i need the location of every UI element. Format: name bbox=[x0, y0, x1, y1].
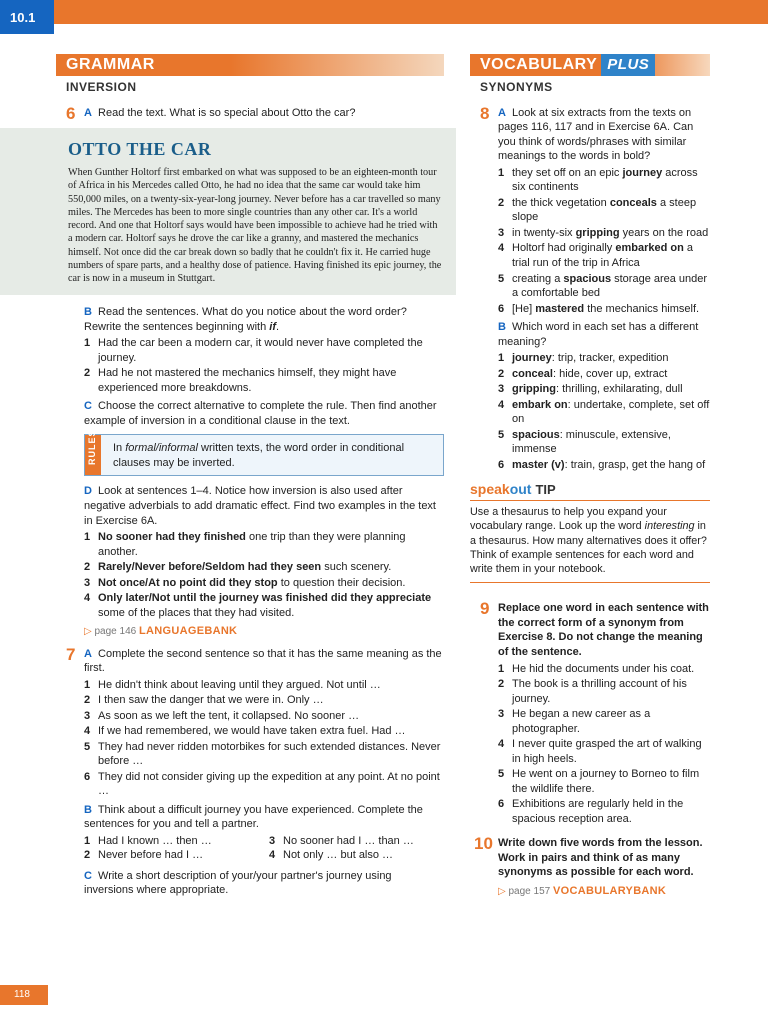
item-text: They did not consider giving up the expedition at any point. At no point … bbox=[98, 770, 440, 798]
item-text-end: a trial run of the trip in Africa bbox=[512, 242, 693, 269]
text-title: OTTO THE CAR bbox=[68, 139, 212, 160]
rules-text-end: written texts, the word order in conditional clauses may be inverted. bbox=[113, 442, 405, 469]
item-text-end: years on the road bbox=[619, 226, 709, 239]
item-number: 6 bbox=[498, 798, 505, 811]
exercise-letter: C bbox=[84, 869, 92, 882]
exercise-letter: B bbox=[498, 321, 506, 334]
exercise-7a-list bbox=[84, 678, 444, 799]
instruction-text: Write down five words from the lesson. Work in pairs and think of as many synonyms as possible for each word. bbox=[498, 837, 703, 879]
bank-name: LANGUAGEBANK bbox=[138, 625, 238, 638]
item-number: 3 bbox=[84, 709, 91, 722]
exercise-6d bbox=[84, 484, 444, 528]
list-item bbox=[84, 834, 259, 849]
list-item bbox=[84, 560, 444, 575]
grammar-column bbox=[56, 54, 444, 900]
tip-emphasis: interesting bbox=[644, 520, 695, 533]
item-bold: Not once/At no point did they stop bbox=[98, 576, 278, 589]
grammar-heading: GRAMMAR bbox=[56, 54, 444, 76]
item-number: 5 bbox=[498, 272, 505, 285]
triangle-arrow-icon: ▷ bbox=[498, 885, 506, 897]
item-number: 1 bbox=[498, 662, 505, 675]
list-item bbox=[84, 678, 444, 693]
exercise-6b bbox=[84, 305, 444, 334]
item-text-end: : hide, cover up, extract bbox=[552, 367, 668, 380]
exercise-6d-list bbox=[84, 530, 444, 620]
item-bold: journey bbox=[512, 352, 552, 365]
item-bold: No sooner had they finished bbox=[98, 531, 246, 544]
list-item bbox=[498, 226, 710, 241]
list-item bbox=[498, 241, 710, 270]
exercise-number: 10 bbox=[474, 834, 493, 854]
item-text: creating a bbox=[512, 272, 564, 285]
item-number: 4 bbox=[84, 592, 91, 605]
item-bold: mastered bbox=[535, 302, 585, 315]
item-number: 3 bbox=[498, 708, 505, 721]
item-bold: Rarely/Never before/Seldom had they seen bbox=[98, 561, 322, 574]
exercise-letter: D bbox=[84, 485, 92, 498]
list-item bbox=[498, 677, 710, 706]
plus-badge: PLUS bbox=[601, 54, 655, 76]
exercise-7c bbox=[84, 869, 444, 898]
reading-text-box bbox=[0, 128, 456, 295]
item-number: 1 bbox=[84, 337, 91, 350]
item-number: 2 bbox=[498, 367, 505, 380]
item-number: 6 bbox=[498, 302, 505, 315]
item-text: they set off on an epic bbox=[512, 166, 623, 179]
list-item bbox=[84, 336, 444, 365]
top-bar bbox=[0, 0, 768, 24]
list-item bbox=[498, 196, 710, 225]
exercise-9-list bbox=[498, 662, 710, 827]
item-bold: gripping bbox=[575, 226, 620, 239]
item-text: some of the places that they had visited. bbox=[98, 606, 295, 619]
tip-text-end: in a thesaurus. How many alternatives does it offer? Think of example sentences for each word and write them in your notebook. bbox=[470, 520, 707, 576]
exercise-7b-list bbox=[84, 834, 444, 863]
item-bold: embark on bbox=[512, 398, 568, 411]
instruction-end: . bbox=[276, 320, 280, 333]
list-item bbox=[269, 848, 444, 863]
item-text-end: a steep slope bbox=[512, 196, 697, 224]
exercise-number: 6 bbox=[66, 103, 76, 123]
item-number: 4 bbox=[498, 242, 505, 255]
item-number: 3 bbox=[498, 226, 505, 239]
list-item bbox=[498, 382, 710, 397]
item-text-end: : thrilling, exhilarating, dull bbox=[556, 383, 683, 396]
item-number: 5 bbox=[498, 428, 505, 441]
list-item bbox=[498, 367, 710, 382]
list-item bbox=[84, 770, 444, 799]
tip-label: TIP bbox=[535, 482, 556, 498]
exercise-letter: B bbox=[84, 306, 92, 319]
instruction-text: Replace one word in each sentence with the correct form of a synonym from Exercise 8. Do not change the meaning of the sentence. bbox=[498, 602, 709, 658]
item-number: 3 bbox=[84, 576, 91, 589]
item-text: He went on a journey to Borneo to film the wildlife there. bbox=[512, 768, 700, 795]
instruction-text: Look at sentences 1–4. Notice how inversion is also used after negative adverbials to add dramatic effect. Find two examples in the text in Exercise 6A. bbox=[84, 485, 436, 527]
item-text: As soon as we left the tent, it collapsed. No sooner … bbox=[98, 709, 360, 722]
item-number: 5 bbox=[498, 768, 505, 781]
exercise-letter: A bbox=[498, 106, 506, 119]
bank-page: page 146 bbox=[94, 626, 137, 638]
item-number: 2 bbox=[84, 694, 91, 707]
exercise-8a bbox=[480, 103, 710, 164]
item-number: 2 bbox=[84, 849, 91, 862]
item-text-end: storage area under a comfortable bed bbox=[512, 272, 708, 300]
item-number: 1 bbox=[498, 166, 505, 179]
item-text: such scenery. bbox=[321, 561, 392, 574]
item-text: Had the car been a modern car, it would never have completed the journey. bbox=[98, 337, 423, 364]
list-item bbox=[84, 366, 444, 395]
list-item bbox=[84, 530, 444, 559]
exercise-letter: B bbox=[84, 803, 92, 816]
list-item bbox=[498, 302, 710, 317]
item-text: No sooner had I … than … bbox=[283, 834, 414, 847]
item-text-end: : minuscule, extensive, immense bbox=[512, 428, 671, 456]
item-text: He began a new career as a photographer. bbox=[512, 708, 651, 735]
item-number: 3 bbox=[269, 834, 276, 847]
exercise-number: 7 bbox=[66, 644, 76, 664]
exercise-6c bbox=[84, 399, 444, 428]
instruction-text: Think about a difficult journey you have experienced. Complete the sentences for you and tell a partner. bbox=[84, 803, 423, 831]
item-text-end: the mechanics himself. bbox=[584, 302, 700, 315]
item-text: [He] bbox=[512, 302, 536, 315]
exercise-letter: A bbox=[84, 647, 92, 660]
list-item bbox=[498, 737, 710, 766]
instruction-text: Read the text. What is so special about Otto the car? bbox=[98, 106, 356, 119]
list-item bbox=[84, 576, 444, 591]
item-text: Never before had I … bbox=[98, 849, 204, 862]
item-number: 4 bbox=[498, 398, 505, 411]
item-bold: embarked on bbox=[615, 242, 684, 255]
item-number: 2 bbox=[498, 196, 505, 209]
grammar-subheading: INVERSION bbox=[66, 80, 137, 94]
speakout-logo-out: out bbox=[509, 481, 532, 498]
instruction-text: Complete the second sentence so that it has the same meaning as the first. bbox=[84, 647, 442, 675]
instruction-text: Choose the correct alternative to complete the rule. Then find another example of inversion in a conditional clause in the text. bbox=[84, 400, 437, 427]
list-item bbox=[498, 767, 710, 796]
vocabularybank-link[interactable] bbox=[498, 884, 710, 899]
rules-box bbox=[84, 429, 444, 476]
item-text: I never quite grasped the art of walking in high heels. bbox=[512, 738, 702, 765]
languagebank-link[interactable] bbox=[84, 624, 444, 639]
exercise-number: 9 bbox=[480, 599, 490, 619]
item-text: Exhibitions are regularly held in the spacious reception area. bbox=[512, 798, 684, 825]
item-number: 2 bbox=[84, 561, 91, 574]
exercise-7b bbox=[84, 803, 444, 832]
item-text: Not only … but also … bbox=[283, 849, 394, 862]
item-bold: conceals bbox=[609, 196, 657, 209]
item-number: 5 bbox=[84, 740, 91, 753]
item-text: to question their decision. bbox=[277, 576, 406, 589]
list-item bbox=[269, 834, 444, 849]
bank-name: VOCABULARYBANK bbox=[552, 884, 667, 897]
instruction-text: Read the sentences. What do you notice about the word order? Rewrite the sentences beginning with bbox=[84, 306, 407, 333]
exercise-10 bbox=[474, 834, 710, 880]
item-number: 1 bbox=[84, 834, 91, 847]
item-number: 4 bbox=[84, 725, 91, 738]
item-text: He didn't think about leaving until they argued. Not until … bbox=[98, 678, 381, 691]
exercise-6b-list bbox=[84, 336, 444, 395]
item-number: 6 bbox=[498, 458, 505, 471]
list-item bbox=[84, 591, 444, 620]
item-number: 2 bbox=[84, 367, 91, 380]
item-text: If we had remembered, we would have taken extra fuel. Had … bbox=[98, 725, 406, 738]
item-text: Holtorf had originally bbox=[512, 242, 616, 255]
instruction-text: Which word in each set has a different meaning? bbox=[498, 321, 699, 348]
item-text: I then saw the danger that we were in. Only … bbox=[98, 694, 324, 707]
vocabulary-heading-text: VOCABULARY bbox=[480, 56, 598, 73]
exercise-8a-list bbox=[498, 166, 710, 316]
item-text: They had never ridden motorbikes for such extended distances. Never before … bbox=[98, 740, 441, 768]
item-text-end: : train, grasp, get the hang of bbox=[564, 458, 706, 471]
item-text: Had I known … then … bbox=[98, 834, 212, 847]
vocabulary-column bbox=[470, 54, 710, 904]
list-item bbox=[498, 428, 710, 457]
item-number: 6 bbox=[84, 770, 91, 783]
item-bold: journey bbox=[622, 166, 663, 179]
item-text: the thick vegetation bbox=[512, 196, 610, 209]
instruction-text: Look at six extracts from the texts on pages 116, 117 and in Exercise 6A. Can you think of words/phrases with similar meanings to the words in bold? bbox=[498, 106, 694, 163]
exercise-8b-list bbox=[498, 351, 710, 472]
unit-label: 10.1 bbox=[10, 10, 36, 25]
list-item bbox=[498, 458, 710, 473]
item-number: 4 bbox=[269, 849, 276, 862]
item-bold: conceal bbox=[512, 367, 553, 380]
speakout-logo-speak: speak bbox=[470, 481, 510, 498]
list-item bbox=[84, 740, 444, 769]
item-number: 3 bbox=[498, 383, 505, 396]
item-number: 2 bbox=[498, 678, 505, 691]
list-item bbox=[498, 707, 710, 736]
exercise-7a bbox=[66, 644, 444, 676]
unit-tab bbox=[0, 0, 54, 34]
exercise-number: 8 bbox=[480, 103, 490, 123]
item-number: 1 bbox=[84, 678, 91, 691]
text-body: When Gunther Holtorf first embarked on what was supposed to be an eighteen-month tour of Africa in his Mercedes called Otto, he had no idea that the same car would take him 550,000 miles, on a twenty-six-year-long journey. Never before has a car travelled so many miles. The Mercedes has been to more single countries than any other car. It's a world record. And one that Holtorf says would have been impossible to achieve had he tried with a modern car. Holtorf says he drove the car like a granny, and mastered the mechanics himself. Not once did the car break down so badly that he couldn't fix it. He carried huge numbers of spare parts, and a healthy dose of patience. Having finished its epic journey, the car is now in a museum in Stuttgart. bbox=[68, 167, 442, 285]
exercise-8b bbox=[498, 320, 710, 349]
exercise-letter: A bbox=[84, 106, 92, 119]
item-number: 4 bbox=[498, 738, 505, 751]
list-item bbox=[498, 398, 710, 427]
list-item bbox=[498, 351, 710, 366]
item-bold: Only later/Not until the journey was finished did they appreciate bbox=[98, 592, 432, 605]
item-number: 1 bbox=[84, 531, 91, 544]
speakout-tip-body bbox=[470, 505, 710, 583]
list-item bbox=[84, 848, 259, 863]
rules-label: RULES bbox=[87, 429, 97, 466]
item-number: 1 bbox=[498, 352, 505, 365]
item-text-end: : trip, tracker, expedition bbox=[551, 352, 669, 365]
item-text: Had he not mastered the mechanics himself, they might have experienced more breakdowns. bbox=[98, 367, 397, 394]
instruction-text: Write a short description of your/your partner's journey using inversions where appropriate. bbox=[84, 869, 392, 897]
list-item bbox=[498, 272, 710, 301]
item-text: one trip than they were planning another. bbox=[98, 531, 406, 558]
vocabulary-heading bbox=[470, 54, 710, 76]
triangle-arrow-icon: ▷ bbox=[84, 626, 92, 638]
exercise-9 bbox=[480, 599, 710, 659]
list-item bbox=[84, 709, 444, 724]
item-text: He hid the documents under his coat. bbox=[512, 662, 695, 675]
item-bold: gripping bbox=[512, 383, 556, 396]
item-text: in twenty-six bbox=[512, 226, 576, 239]
rules-text-start: In bbox=[113, 442, 126, 455]
item-text-end: across six continents bbox=[512, 166, 698, 194]
rules-choice[interactable]: formal/informal bbox=[125, 442, 198, 455]
list-item bbox=[498, 797, 710, 826]
exercise-letter: C bbox=[84, 400, 92, 413]
item-text-end: : undertake, complete, set off on bbox=[512, 398, 710, 426]
instruction-emphasis: if bbox=[269, 320, 277, 333]
list-item bbox=[84, 724, 444, 739]
item-bold: spacious bbox=[563, 272, 612, 285]
list-item bbox=[498, 166, 710, 195]
list-item bbox=[84, 693, 444, 708]
speakout-tip-heading bbox=[470, 480, 710, 501]
rules-text bbox=[113, 441, 433, 470]
page-number: 118 bbox=[0, 985, 48, 1005]
exercise-6a bbox=[66, 103, 444, 123]
item-bold: master (v) bbox=[512, 458, 565, 471]
list-item bbox=[498, 662, 710, 677]
item-text: The book is a thrilling account of his journey. bbox=[512, 678, 687, 705]
rules-tab bbox=[85, 429, 101, 475]
bank-page: page 157 bbox=[508, 885, 551, 897]
item-bold: spacious bbox=[512, 428, 560, 441]
vocabulary-subheading: SYNONYMS bbox=[480, 80, 553, 94]
tip-text-start: Use a thesaurus to help you expand your vocabulary range. Look up the word bbox=[470, 506, 667, 533]
